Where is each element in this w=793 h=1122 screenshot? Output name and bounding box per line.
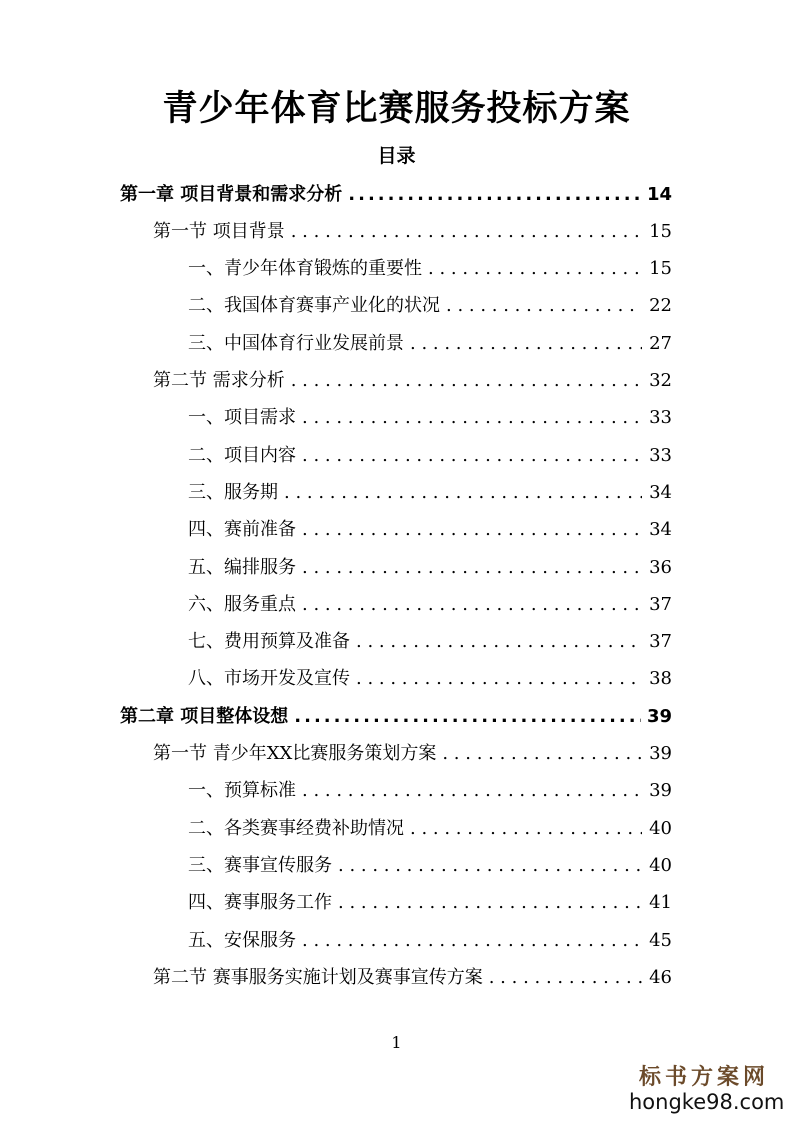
- toc-entry-item[interactable]: [188, 474, 672, 511]
- toc-entry-page: 33: [649, 407, 672, 429]
- toc-entry-label: 七、费用预算及准备: [188, 631, 350, 653]
- toc-leader-dots: [410, 333, 642, 355]
- document-title: 青少年体育比赛服务投标方案: [162, 89, 631, 129]
- toc-entry-section[interactable]: [153, 959, 672, 996]
- toc-entry-section[interactable]: [153, 213, 672, 250]
- toc-entry-item[interactable]: [188, 624, 672, 661]
- toc-entry-page: 41: [649, 892, 672, 914]
- toc-leader-dots: [410, 818, 642, 840]
- toc-entry-page: 33: [649, 444, 672, 466]
- toc-leader-dots: [302, 519, 642, 541]
- toc-leader-dots: [302, 780, 642, 802]
- toc-leader-dots: [356, 668, 642, 690]
- toc-entry-chapter[interactable]: [120, 698, 672, 735]
- toc-heading: 目录: [377, 145, 416, 167]
- toc-entry-label: 一、青少年体育锻炼的重要性: [188, 258, 422, 280]
- toc-entry-label: 四、赛事服务工作: [188, 892, 332, 914]
- toc-entry-page: 39: [649, 743, 672, 764]
- toc-leader-dots: [446, 295, 642, 317]
- toc-entry-label: 一、项目需求: [188, 407, 296, 429]
- toc-entry-item[interactable]: [188, 885, 672, 922]
- toc-entry-section[interactable]: [153, 363, 672, 400]
- toc-entry-item[interactable]: [188, 810, 672, 847]
- toc-entry-page: 46: [649, 966, 672, 988]
- toc-entry-label: 第一章 项目背景和需求分析: [120, 183, 343, 205]
- site-watermark: [629, 1064, 785, 1114]
- page-number: 1: [391, 1033, 402, 1052]
- toc-entry-label: 二、我国体育赛事产业化的状况: [188, 295, 440, 317]
- toc-entry-chapter[interactable]: [120, 176, 672, 213]
- toc-leader-dots: [428, 258, 642, 280]
- toc-entry-page: 38: [649, 668, 672, 690]
- toc-leader-dots: [291, 221, 642, 243]
- toc-entry-item[interactable]: [188, 325, 672, 362]
- toc-entry-page: 14: [646, 183, 672, 205]
- toc-entry-label: 五、安保服务: [188, 929, 296, 951]
- watermark-url: hongke98.com: [629, 1090, 785, 1114]
- toc-entry-label: 二、各类赛事经费补助情况: [188, 817, 404, 839]
- toc-entry-label: 第二节 赛事服务实施计划及赛事宣传方案: [153, 966, 483, 988]
- toc-entry-page: 37: [649, 631, 672, 653]
- toc-entry-page: 40: [649, 854, 672, 876]
- toc-entry-item[interactable]: [188, 549, 672, 586]
- toc-entry-label: 六、服务重点: [188, 593, 296, 615]
- toc-entry-page: 36: [649, 556, 672, 578]
- toc-entry-label: 二、项目内容: [188, 444, 296, 466]
- toc-entry-label: 第一节 青少年XX比赛服务策划方案: [153, 743, 437, 764]
- toc-leader-dots: [284, 482, 642, 504]
- toc-entry-item[interactable]: [188, 251, 672, 288]
- toc-entry-label: 第一节 项目背景: [153, 220, 285, 242]
- toc-entry-item[interactable]: [188, 400, 672, 437]
- toc-entry-page: 34: [649, 481, 672, 503]
- toc-entry-page: 37: [649, 593, 672, 615]
- toc-entry-page: 45: [649, 929, 672, 951]
- toc-entry-label: 八、市场开发及宣传: [188, 668, 350, 690]
- toc-entry-page: 32: [649, 370, 672, 391]
- toc-entry-item[interactable]: [188, 661, 672, 698]
- toc-entry-item[interactable]: [188, 512, 672, 549]
- toc-entry-page: 22: [649, 295, 672, 317]
- toc-entry-label: 第二节 需求分析: [153, 370, 285, 391]
- toc-entry-item[interactable]: [188, 773, 672, 810]
- toc-leader-dots: [291, 370, 642, 392]
- toc-leader-dots: [442, 743, 642, 765]
- toc-entry-label: 第二章 项目整体设想: [120, 705, 289, 727]
- toc-entry-label: 一、预算标准: [188, 780, 296, 802]
- toc-entry-item[interactable]: [188, 922, 672, 959]
- toc-entry-label: 五、编排服务: [188, 556, 296, 578]
- toc-leader-dots: [302, 930, 642, 952]
- toc-entry-page: 40: [649, 817, 672, 839]
- toc-entry-item[interactable]: [188, 437, 672, 474]
- toc-leader-dots: [294, 706, 641, 728]
- toc-entry-item[interactable]: [188, 288, 672, 325]
- watermark-title: 标书方案网: [638, 1064, 769, 1090]
- toc-leader-dots: [338, 892, 642, 914]
- toc-entry-page: 34: [649, 519, 672, 541]
- toc-leader-dots: [356, 631, 642, 653]
- toc-entry-label: 三、中国体育行业发展前景: [188, 332, 404, 354]
- toc-leader-dots: [338, 855, 642, 877]
- toc-leader-dots: [489, 967, 642, 989]
- toc-entry-page: 39: [649, 780, 672, 802]
- toc-entry-page: 15: [649, 220, 672, 242]
- toc-entry-label: 三、服务期: [188, 481, 278, 503]
- toc-entry-label: 三、赛事宣传服务: [188, 854, 332, 876]
- toc-leader-dots: [302, 445, 642, 467]
- toc-leader-dots: [302, 557, 642, 579]
- toc-entry-section[interactable]: [153, 736, 672, 773]
- toc-entry-page: 39: [646, 705, 672, 727]
- toc-entry-page: 27: [649, 332, 672, 354]
- toc-entry-item[interactable]: [188, 586, 672, 623]
- toc-leader-dots: [302, 407, 642, 429]
- toc-entry-label: 四、赛前准备: [188, 519, 296, 541]
- toc-leader-dots: [302, 594, 642, 616]
- toc-leader-dots: [348, 184, 641, 206]
- toc-entry-item[interactable]: [188, 847, 672, 884]
- toc-entry-page: 15: [649, 258, 672, 280]
